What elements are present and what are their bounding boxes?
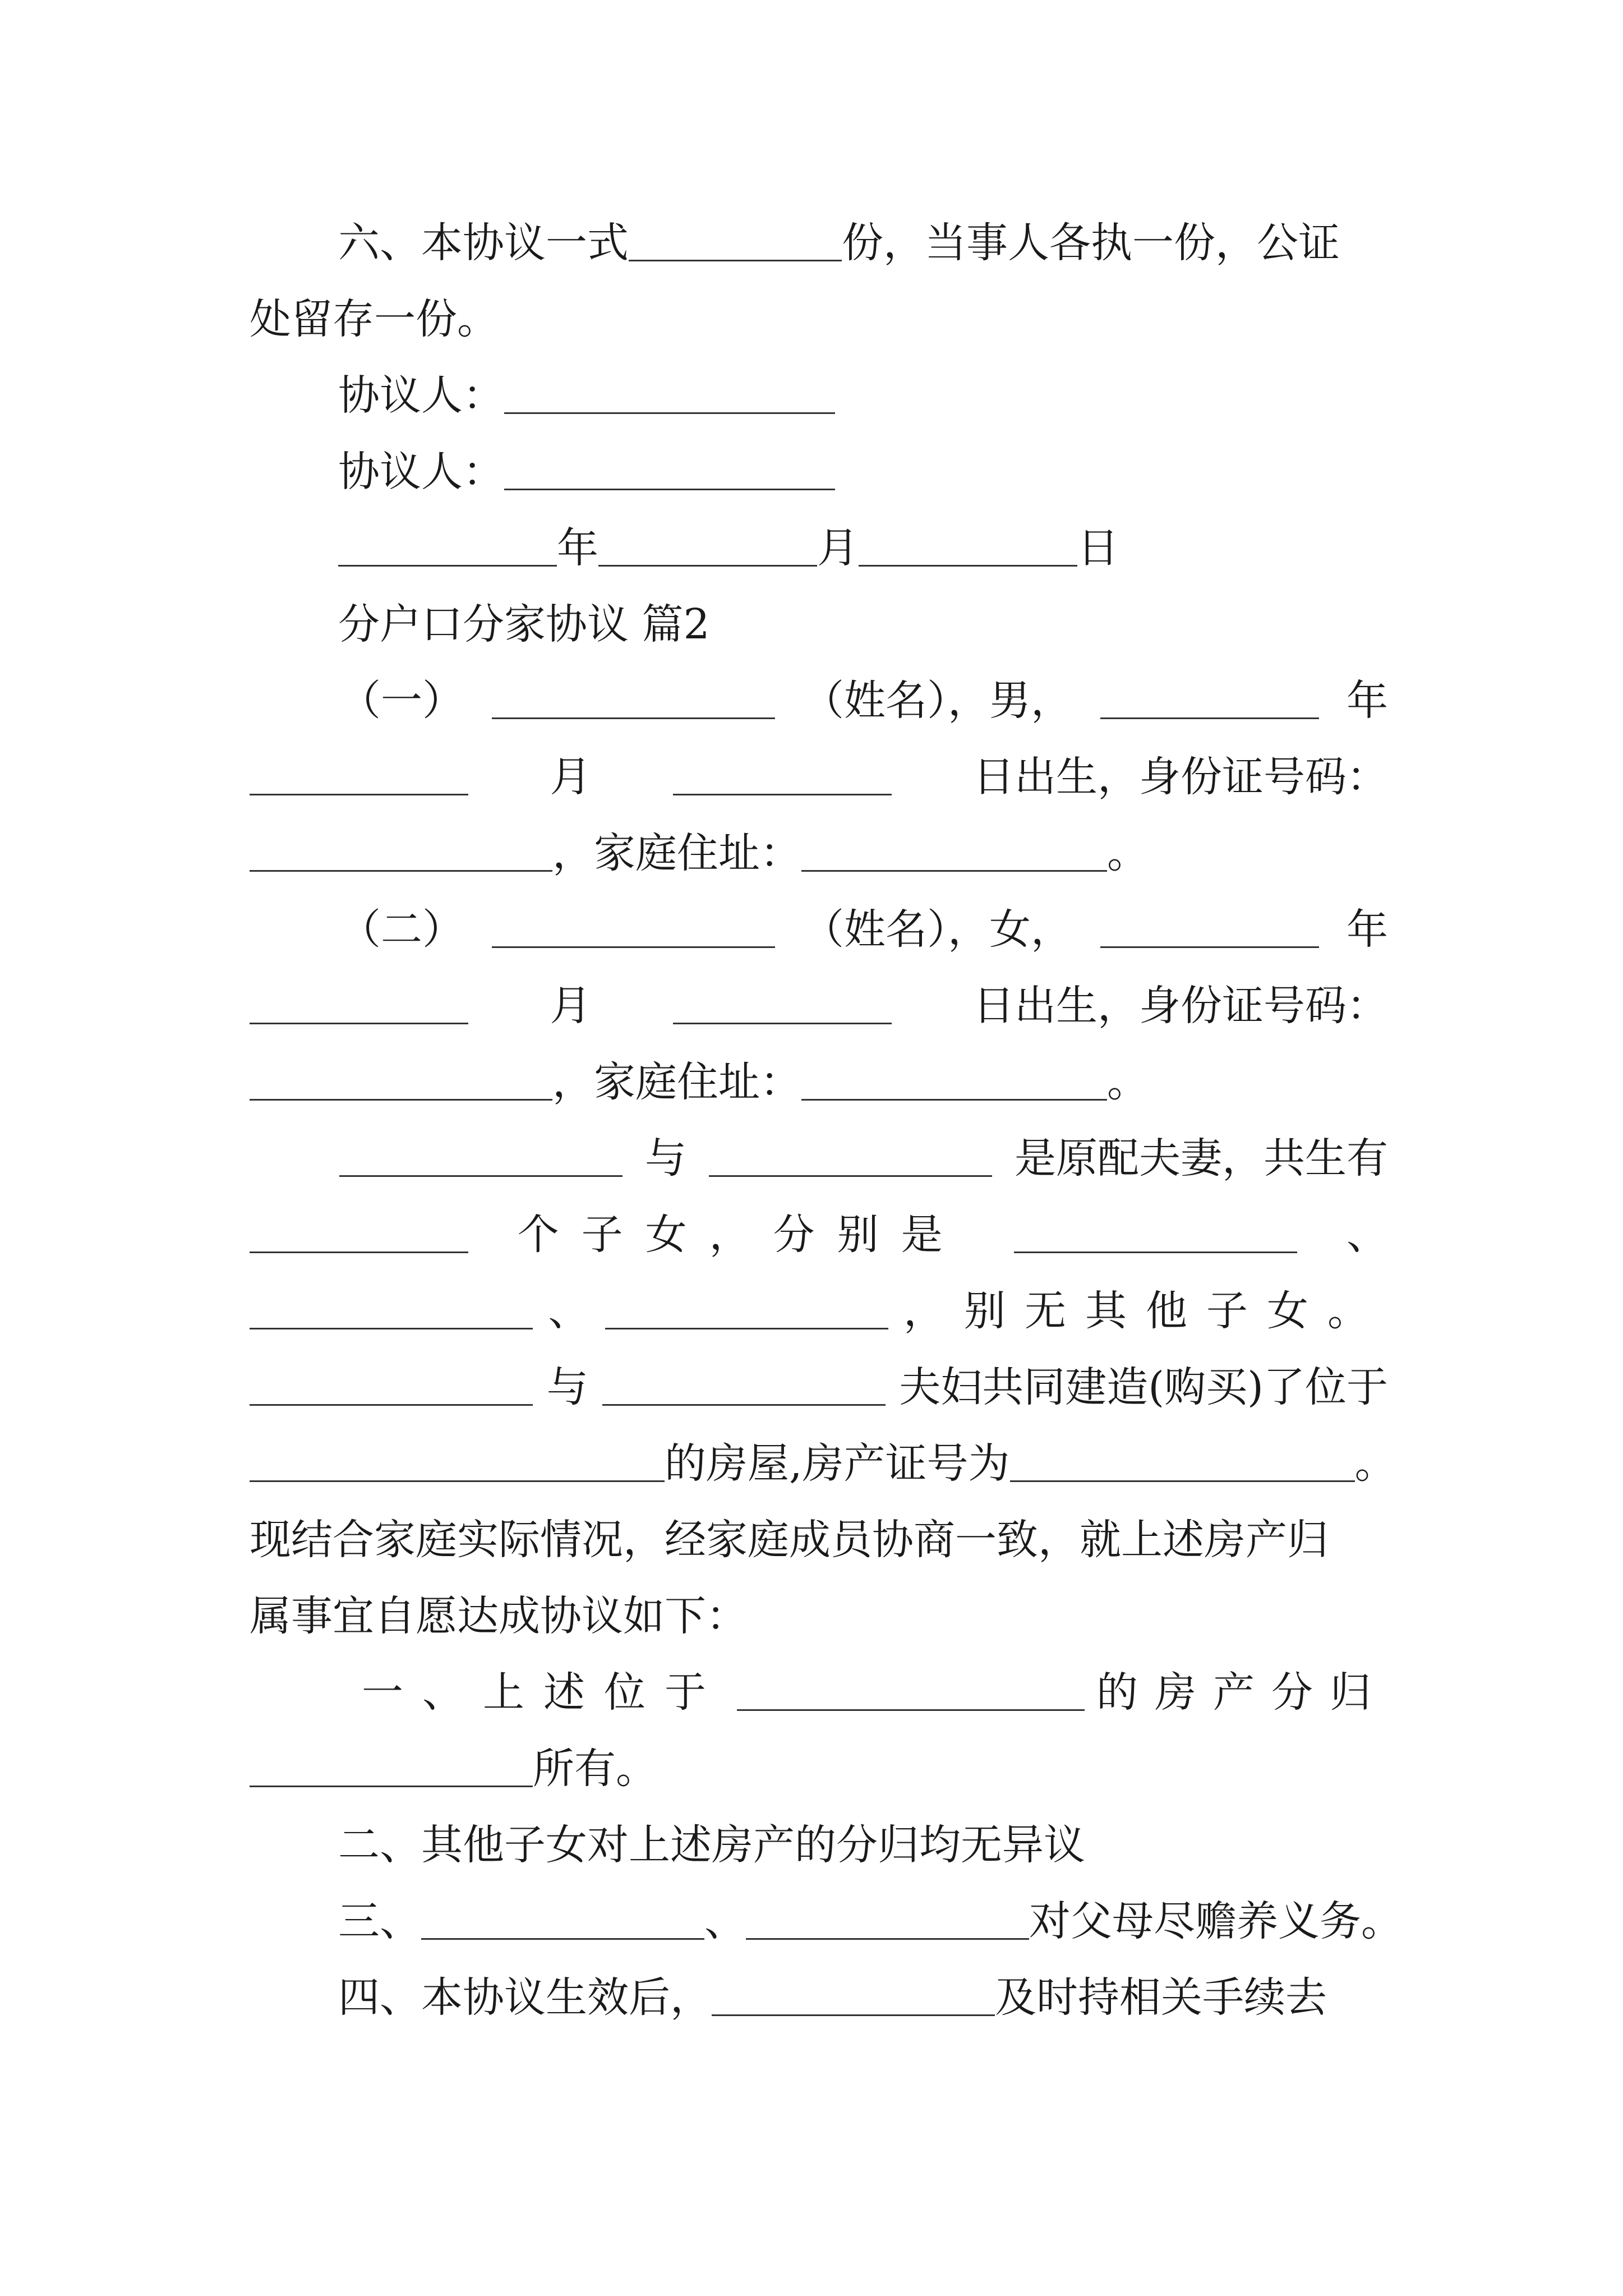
clause3-child-a-blank[interactable] xyxy=(421,1903,704,1940)
person2-id-blank[interactable] xyxy=(250,1064,552,1101)
clause4-blank[interactable] xyxy=(712,1979,995,2017)
clause1-line2 xyxy=(250,1730,1388,1807)
day-label: 日 xyxy=(1077,524,1119,572)
clause4-end: 及时持相关手续去 xyxy=(995,1973,1327,2022)
signer-label-2: 协议人： xyxy=(338,448,504,496)
person2-line2 xyxy=(250,967,1388,1045)
marriage-line6: 现结合家庭实际情况，经家庭成员协商一致，就上述房产归 xyxy=(250,1516,1329,1564)
marriage-line5 xyxy=(250,1425,1410,1502)
person2-open: （二） xyxy=(339,905,464,954)
clause1-location-blank[interactable] xyxy=(737,1674,1085,1711)
person1-open: （一） xyxy=(339,677,464,725)
marriage-line2 xyxy=(250,1196,1388,1273)
signer-blank-2[interactable] xyxy=(504,453,835,491)
date-line xyxy=(250,509,1388,587)
marriage-line4 xyxy=(250,1349,1388,1426)
person2-month-blank[interactable] xyxy=(250,987,468,1025)
person2-name-hint: （姓名），女， xyxy=(803,905,1072,954)
child-2-blank[interactable] xyxy=(250,1292,533,1330)
clause4-prefix: 四、本协议生效后， xyxy=(338,1973,712,2022)
clause-six-suffix: 份，当事人各执一份，公证 xyxy=(842,219,1340,267)
person1-name-blank[interactable] xyxy=(492,682,775,720)
marriage-line1 xyxy=(250,1120,1388,1197)
marriage-children: 个子女，分别是 xyxy=(517,1211,965,1259)
spouse-b-blank[interactable] xyxy=(709,1140,992,1177)
builder-a-blank[interactable] xyxy=(250,1369,533,1406)
marriage-no-other: ，别无其他子女。 xyxy=(903,1287,1388,1335)
clause2-line: 二、其他子女对上述房产的分归均无异议 xyxy=(338,1821,1085,1869)
person1-born-id: 日出生，身份证号码： xyxy=(972,753,1388,801)
marriage-sep-1: 、 xyxy=(1346,1211,1388,1259)
person1-name-hint: （姓名），男， xyxy=(803,677,1072,725)
clause1-end: 所有。 xyxy=(533,1745,657,1793)
copies-blank[interactable] xyxy=(629,224,842,262)
person1-line1 xyxy=(250,662,1388,739)
children-count-blank[interactable] xyxy=(250,1216,468,1254)
person2-line1 xyxy=(250,891,1388,968)
child-1-blank[interactable] xyxy=(1014,1216,1297,1254)
day-blank[interactable] xyxy=(859,530,1077,567)
marriage-line3 xyxy=(250,1272,1388,1350)
clause1-prefix: 一、上述位于 xyxy=(362,1668,725,1717)
marriage-sep-2: 、 xyxy=(548,1287,590,1335)
clause3-child-b-blank[interactable] xyxy=(746,1903,1029,1940)
clause1-line1 xyxy=(250,1654,1388,1731)
clause3-line xyxy=(250,1883,1410,1960)
clause3-end: 对父母尽赡养义务。 xyxy=(1029,1897,1403,1945)
person1-end: 。 xyxy=(1107,829,1149,877)
person1-id-blank[interactable] xyxy=(250,835,552,872)
clause3-sep: 、 xyxy=(704,1897,746,1945)
spouse-a-blank[interactable] xyxy=(339,1140,623,1177)
person1-year: 年 xyxy=(1347,677,1388,725)
year-label: 年 xyxy=(557,524,598,572)
section-heading: 分户口分家协议 篇2 xyxy=(338,600,710,648)
child-3-blank[interactable] xyxy=(605,1292,888,1330)
clause-six-line xyxy=(250,204,1388,282)
deed-number-blank[interactable] xyxy=(1010,1445,1355,1483)
person2-born-id: 日出生，身份证号码： xyxy=(972,982,1388,1030)
marriage-couple: 是原配夫妻，共生有 xyxy=(1015,1134,1388,1182)
clause-six-cont: 处留存一份。 xyxy=(250,295,499,343)
clause3-prefix: 三、 xyxy=(338,1897,421,1945)
person2-year: 年 xyxy=(1347,905,1388,954)
person2-addr-blank[interactable] xyxy=(801,1064,1107,1101)
marriage-with: 与 xyxy=(645,1134,686,1182)
signer-line-1 xyxy=(250,357,1388,434)
person1-year-blank[interactable] xyxy=(1100,682,1319,720)
person2-line3 xyxy=(250,1043,1388,1121)
person2-addr-label: ，家庭住址： xyxy=(552,1058,801,1106)
house-location-blank[interactable] xyxy=(250,1445,665,1483)
year-blank[interactable] xyxy=(338,530,557,567)
person1-line3 xyxy=(250,815,1388,892)
marriage-built: 夫妇共同建造(购买)了位于 xyxy=(899,1363,1388,1411)
person1-month: 月 xyxy=(550,753,592,801)
marriage-line7: 属事宜自愿达成协议如下： xyxy=(250,1592,748,1640)
person2-month: 月 xyxy=(550,982,592,1030)
clause-six-prefix: 六、本协议一式 xyxy=(338,219,629,267)
person2-name-blank[interactable] xyxy=(492,911,775,949)
clause1-mid: 的房产分归 xyxy=(1096,1668,1388,1717)
marriage-period: 。 xyxy=(1354,1439,1396,1488)
person2-end: 。 xyxy=(1107,1058,1149,1106)
signer-blank-1[interactable] xyxy=(504,377,835,415)
person2-day-blank[interactable] xyxy=(673,987,892,1025)
person1-addr-label: ，家庭住址： xyxy=(552,829,801,877)
person1-addr-blank[interactable] xyxy=(801,835,1107,872)
person1-day-blank[interactable] xyxy=(673,758,892,796)
clause4-line xyxy=(250,1959,1388,2036)
signer-label-1: 协议人： xyxy=(338,371,504,420)
month-label: 月 xyxy=(817,524,859,572)
builder-b-blank[interactable] xyxy=(602,1369,886,1406)
marriage-house: 的房屋,房产证号为 xyxy=(665,1439,1010,1488)
clause1-owner-blank[interactable] xyxy=(250,1750,533,1788)
person2-year-blank[interactable] xyxy=(1100,911,1319,949)
month-blank[interactable] xyxy=(598,530,817,567)
signer-line-2 xyxy=(250,433,1388,510)
person1-line2 xyxy=(250,738,1388,816)
marriage-with-2: 与 xyxy=(546,1363,588,1411)
person1-month-blank[interactable] xyxy=(250,758,468,796)
